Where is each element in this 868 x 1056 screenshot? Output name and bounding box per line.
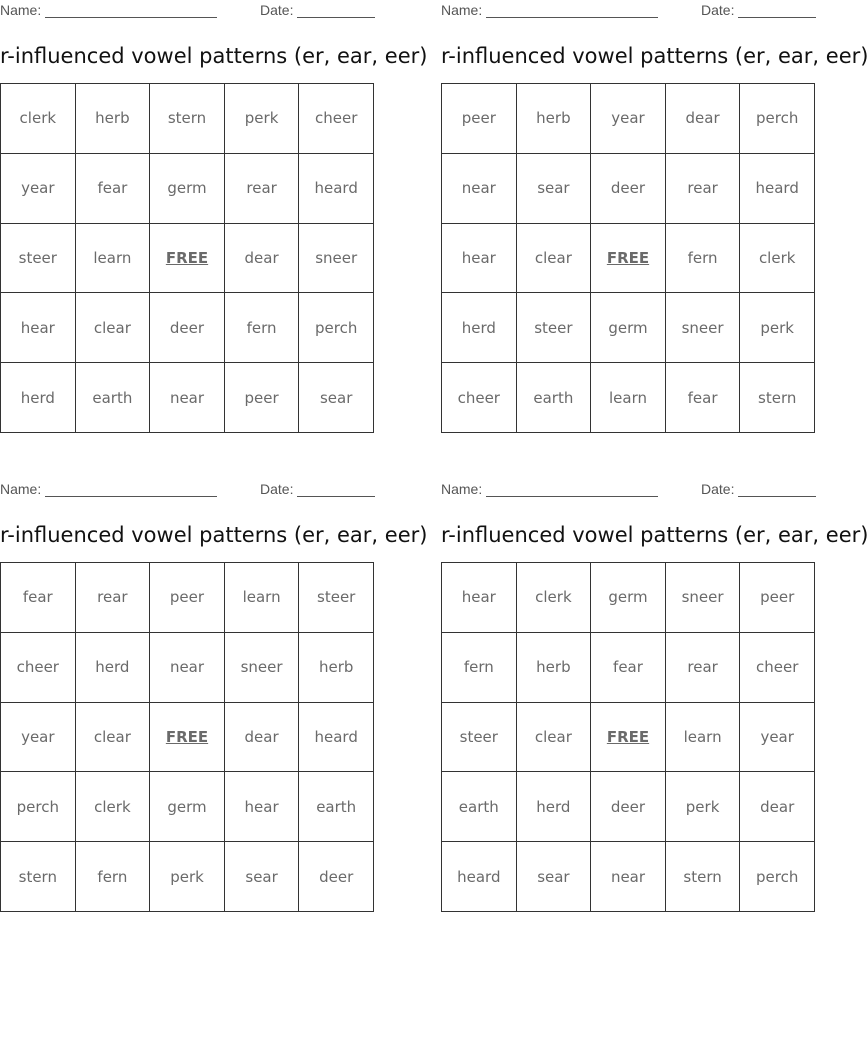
bingo-cell: perk [225, 84, 300, 154]
name-label: Name: [441, 2, 483, 18]
bingo-card [441, 479, 868, 909]
bingo-cell: near [150, 633, 225, 703]
bingo-cell: peer [740, 563, 815, 633]
bingo-cell: earth [442, 772, 517, 842]
bingo-cell: rear [76, 563, 151, 633]
bingo-cell: fear [666, 363, 741, 433]
bingo-cell: sneer [299, 224, 374, 294]
card-title: r-influenced vowel patterns (er, ear, eer) [441, 44, 868, 68]
name-line[interactable] [486, 17, 658, 18]
bingo-cell: sear [517, 842, 592, 912]
date-label: Date: [701, 481, 735, 497]
bingo-cell: earth [299, 772, 374, 842]
date-line[interactable] [738, 496, 816, 497]
bingo-cell: dear [666, 84, 741, 154]
bingo-cell: learn [591, 363, 666, 433]
bingo-cell: herb [517, 84, 592, 154]
free-space: FREE [591, 224, 666, 294]
name-line[interactable] [486, 496, 658, 497]
bingo-cell: germ [591, 563, 666, 633]
bingo-cell: heard [740, 154, 815, 224]
bingo-cell: germ [150, 772, 225, 842]
bingo-cell: stern [150, 84, 225, 154]
bingo-grid [0, 83, 374, 433]
bingo-cell: steer [299, 563, 374, 633]
bingo-cell: perk [666, 772, 741, 842]
bingo-cell: fear [1, 563, 76, 633]
bingo-cell: germ [150, 154, 225, 224]
bingo-cell: dear [740, 772, 815, 842]
free-space: FREE [150, 224, 225, 294]
card-header [0, 481, 375, 497]
bingo-cell: cheer [1, 633, 76, 703]
bingo-cell: learn [76, 224, 151, 294]
bingo-cell: herb [299, 633, 374, 703]
bingo-card [0, 479, 428, 909]
bingo-cell: fern [666, 224, 741, 294]
bingo-cell: heard [299, 703, 374, 773]
bingo-cell: hear [442, 224, 517, 294]
date-line[interactable] [297, 17, 375, 18]
bingo-cell: cheer [442, 363, 517, 433]
bingo-cell: perk [150, 842, 225, 912]
bingo-cell: heard [299, 154, 374, 224]
bingo-cell: perk [740, 293, 815, 363]
bingo-cell: sneer [666, 563, 741, 633]
bingo-grid [441, 83, 815, 433]
bingo-cell: year [591, 84, 666, 154]
bingo-cell: deer [150, 293, 225, 363]
name-line[interactable] [45, 17, 217, 18]
bingo-cell: perch [740, 842, 815, 912]
bingo-cell: steer [1, 224, 76, 294]
date-line[interactable] [738, 17, 816, 18]
bingo-cell: sear [225, 842, 300, 912]
bingo-cell: clerk [517, 563, 592, 633]
name-line[interactable] [45, 496, 217, 497]
bingo-cell: germ [591, 293, 666, 363]
date-line[interactable] [297, 496, 375, 497]
bingo-cell: fern [225, 293, 300, 363]
bingo-cell: fear [591, 633, 666, 703]
bingo-cell: learn [666, 703, 741, 773]
bingo-cell: hear [442, 563, 517, 633]
bingo-cell: dear [225, 703, 300, 773]
bingo-cell: fear [76, 154, 151, 224]
bingo-cell: near [150, 363, 225, 433]
bingo-cell: steer [442, 703, 517, 773]
bingo-cell: perch [299, 293, 374, 363]
free-space: FREE [591, 703, 666, 773]
bingo-cell: herb [76, 84, 151, 154]
bingo-cell: cheer [299, 84, 374, 154]
name-label: Name: [441, 481, 483, 497]
card-title: r-influenced vowel patterns (er, ear, eer) [0, 523, 428, 547]
bingo-cell: rear [666, 633, 741, 703]
bingo-cell: peer [225, 363, 300, 433]
name-label: Name: [0, 481, 42, 497]
bingo-cell: perch [740, 84, 815, 154]
date-label: Date: [701, 2, 735, 18]
bingo-cell: clerk [1, 84, 76, 154]
bingo-cell: perch [1, 772, 76, 842]
bingo-cell: clerk [76, 772, 151, 842]
bingo-cell: clear [517, 224, 592, 294]
bingo-card [441, 0, 868, 430]
date-label: Date: [260, 481, 294, 497]
bingo-cell: stern [1, 842, 76, 912]
bingo-cell: stern [740, 363, 815, 433]
bingo-grid [441, 562, 815, 912]
bingo-cell: sneer [225, 633, 300, 703]
card-header [441, 481, 816, 497]
bingo-cell: fern [442, 633, 517, 703]
bingo-cell: cheer [740, 633, 815, 703]
bingo-cell: clear [76, 703, 151, 773]
bingo-cell: near [591, 842, 666, 912]
bingo-cell: dear [225, 224, 300, 294]
bingo-cell: learn [225, 563, 300, 633]
bingo-cell: fern [76, 842, 151, 912]
bingo-cell: rear [666, 154, 741, 224]
free-space: FREE [150, 703, 225, 773]
bingo-cell: herd [517, 772, 592, 842]
bingo-card [0, 0, 428, 430]
bingo-cell: year [1, 154, 76, 224]
bingo-cell: steer [517, 293, 592, 363]
card-title: r-influenced vowel patterns (er, ear, eer) [441, 523, 868, 547]
bingo-cell: year [740, 703, 815, 773]
bingo-cell: peer [150, 563, 225, 633]
bingo-cell: sneer [666, 293, 741, 363]
bingo-cell: stern [666, 842, 741, 912]
name-label: Name: [0, 2, 42, 18]
bingo-cell: hear [225, 772, 300, 842]
bingo-cell: sear [517, 154, 592, 224]
bingo-cell: peer [442, 84, 517, 154]
card-header [0, 2, 375, 18]
bingo-cell: clear [76, 293, 151, 363]
date-label: Date: [260, 2, 294, 18]
bingo-cell: heard [442, 842, 517, 912]
bingo-cell: near [442, 154, 517, 224]
bingo-cell: earth [76, 363, 151, 433]
bingo-cell: clerk [740, 224, 815, 294]
bingo-cell: rear [225, 154, 300, 224]
bingo-cell: herb [517, 633, 592, 703]
bingo-cell: herd [1, 363, 76, 433]
bingo-cell: earth [517, 363, 592, 433]
card-title: r-influenced vowel patterns (er, ear, eer) [0, 44, 428, 68]
bingo-cell: hear [1, 293, 76, 363]
bingo-grid [0, 562, 374, 912]
bingo-cell: herd [442, 293, 517, 363]
bingo-cell: clear [517, 703, 592, 773]
bingo-cell: deer [591, 772, 666, 842]
bingo-cell: sear [299, 363, 374, 433]
bingo-cell: deer [591, 154, 666, 224]
bingo-cell: year [1, 703, 76, 773]
card-header [441, 2, 816, 18]
bingo-cell: deer [299, 842, 374, 912]
bingo-cell: herd [76, 633, 151, 703]
